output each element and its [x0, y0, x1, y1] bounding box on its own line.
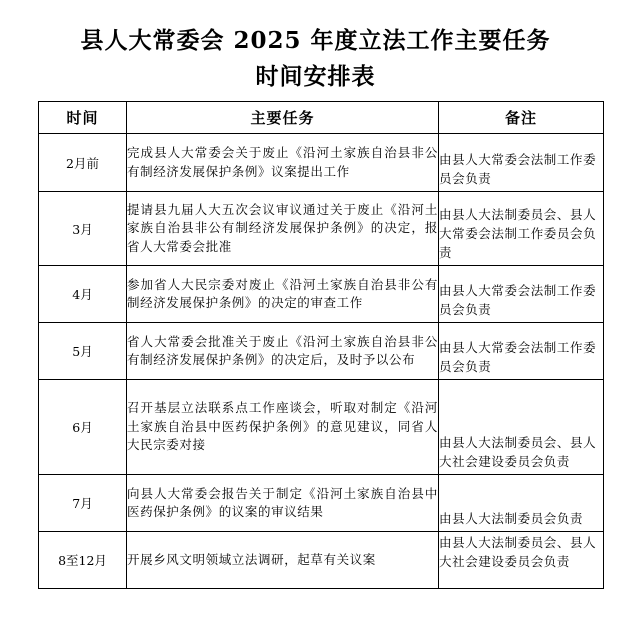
row-note: 由县人大法制委员会、县人大常委会法制工作委员会负责: [439, 192, 604, 266]
row-note: 由县人大常委会法制工作委员会负责: [439, 323, 604, 380]
row-task: 提请县九届人大五次会议审议通过关于废止《沿河土家族自治县非公有制经济发展保护条例》的决定，报省人大常委会批准: [127, 192, 439, 266]
row-time: 8至12月: [39, 532, 127, 589]
row-note: 由县人大常委会法制工作委员会负责: [439, 266, 604, 323]
document-title-line2: 时间安排表: [255, 63, 376, 90]
table-row: [39, 475, 604, 532]
header-note: 备注: [439, 102, 604, 134]
row-time: 6月: [39, 380, 127, 475]
table-row: [39, 532, 604, 589]
row-task: 开展乡风文明领域立法调研，起草有关议案: [127, 532, 439, 589]
row-task: 省人大常委会批准关于废止《沿河土家族自治县非公有制经济发展保护条例》的决定后，及时予以公布: [127, 323, 439, 380]
table-row: [39, 266, 604, 323]
row-note: 由县人大法制委员会、县人大社会建设委员会负责: [439, 532, 604, 589]
row-note: 由县人大法制委员会、县人大社会建设委员会负责: [439, 380, 604, 475]
row-time: 2月前: [39, 134, 127, 192]
schedule-table: [38, 101, 604, 589]
row-time: 5月: [39, 323, 127, 380]
row-time: 7月: [39, 475, 127, 532]
table-header-row: [39, 102, 604, 134]
row-time: 4月: [39, 266, 127, 323]
row-note: 由县人大法制委员会负责: [439, 475, 604, 532]
row-task: 召开基层立法联系点工作座谈会，听取对制定《沿河土家族自治县中医药保护条例》的意见建议，同省人大民宗委对接: [127, 380, 439, 475]
row-task: 完成县人大常委会关于废止《沿河土家族自治县非公有制经济发展保护条例》议案提出工作: [127, 134, 439, 192]
row-task: 参加省人大民宗委对废止《沿河土家族自治县非公有制经济发展保护条例》的决定的审查工作: [127, 266, 439, 323]
table-row: [39, 192, 604, 266]
table-row: [39, 380, 604, 475]
row-time: 3月: [39, 192, 127, 266]
header-task: 主要任务: [127, 102, 439, 134]
row-note: 由县人大常委会法制工作委员会负责: [439, 134, 604, 192]
header-time: 时间: [39, 102, 127, 134]
document-title-line1: 县人大常委会 2025 年度立法工作主要任务: [80, 27, 551, 54]
table-row: [39, 134, 604, 192]
row-task: 向县人大常委会报告关于制定《沿河土家族自治县中医药保护条例》的议案的审议结果: [127, 475, 439, 532]
table-row: [39, 323, 604, 380]
